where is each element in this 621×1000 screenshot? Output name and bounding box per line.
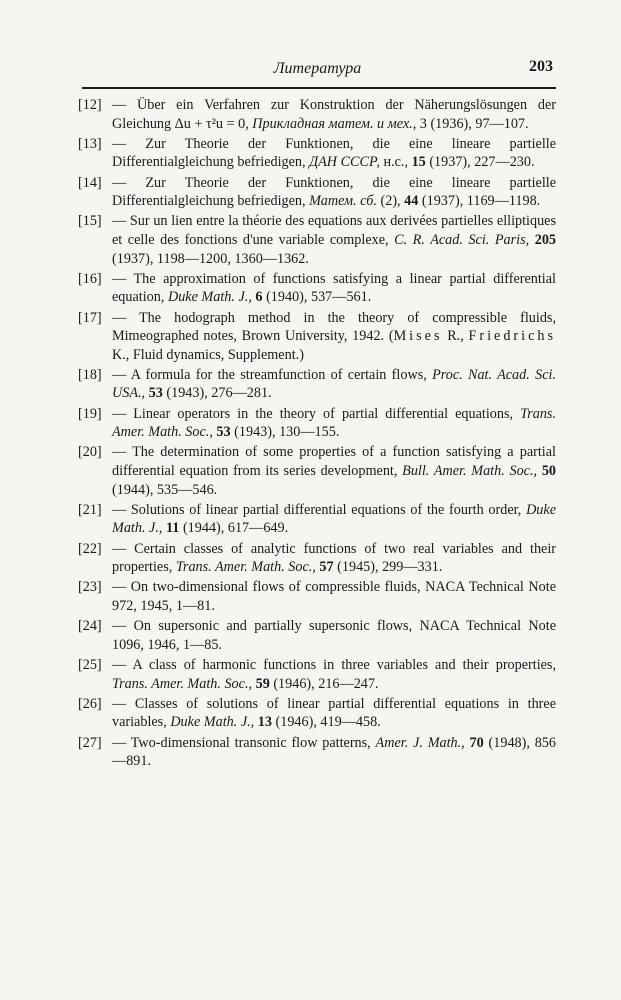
reference-text-segment: (1948), 856—891. — [112, 734, 556, 770]
reference-text — [112, 213, 556, 266]
reference-text-segment: 57 — [319, 559, 334, 576]
reference-text-segment: Proc. Nat. Acad. Sci. USA., — [112, 366, 556, 402]
reference-number: [19] — [78, 405, 102, 422]
reference-entry — [78, 695, 556, 732]
reference-number: [26] — [78, 695, 102, 712]
reference-text-segment: Trans. Amer. Math. Soc., — [175, 559, 316, 576]
reference-number: [13] — [78, 135, 102, 152]
page-header — [80, 56, 555, 86]
reference-text-segment: — The approximation of functions satisfying a linear partial differential equation, — [112, 270, 556, 306]
reference-text-segment: н.с., — [379, 154, 412, 171]
reference-text — [112, 502, 556, 537]
reference-number: [20] — [78, 444, 102, 461]
reference-text-segment: (1943), 276—281. — [162, 385, 272, 402]
reference-text-segment: Trans. Amer. Math. Soc., — [112, 405, 556, 441]
reference-number: [17] — [78, 309, 102, 326]
reference-text — [112, 310, 556, 363]
reference-text — [112, 367, 556, 402]
reference-number: [21] — [78, 501, 102, 518]
reference-text-segment: 70 — [469, 734, 484, 751]
reference-text-segment: 53 — [216, 424, 231, 441]
reference-entry — [78, 501, 556, 538]
reference-text — [112, 271, 556, 306]
reference-text-segment: (1944), 535—546. — [112, 481, 218, 498]
reference-text-segment: — Sur un lien entre la théorie des equations aux derivées partielles elliptiques et celle des fonctions d'une variable complexe, — [112, 213, 556, 248]
reference-text-segment: Bull. Amer. Math. Soc., — [402, 463, 538, 480]
reference-number: [23] — [78, 579, 102, 596]
reference-text-segment: (1937), 227—230. — [425, 154, 535, 171]
reference-text — [112, 618, 556, 653]
reference-entry — [78, 405, 556, 442]
reference-text-segment: 15 — [411, 154, 426, 171]
reference-text-segment: — On supersonic and partially supersonic flows, NACA Technical Note 1096, 1946, 1—85. — [112, 618, 556, 653]
reference-text-segment: (1937), 1198—1200, 1360—1362. — [112, 250, 309, 267]
reference-entry — [78, 212, 556, 268]
reference-number: [12] — [78, 97, 102, 113]
reference-text-segment: (1945), 299—331. — [333, 559, 443, 576]
reference-text-segment: Amer. J. Math., — [375, 734, 465, 751]
reference-text-segment: 205 — [534, 231, 557, 248]
reference-text-segment: 50 — [541, 463, 557, 480]
reference-text-segment: — A formula for the streamfunction of certain flows, — [112, 366, 433, 383]
reference-text-segment: — The determination of some properties of a function satisfying a partial differential equation from its series development, — [112, 444, 556, 480]
reference-text-segment: Duke Math. J., — [167, 289, 252, 306]
reference-text-segment: (1937), 1169—1198. — [418, 193, 541, 210]
reference-number: [27] — [78, 734, 102, 751]
reference-entry — [78, 734, 556, 771]
reference-text — [112, 175, 556, 210]
reference-text — [112, 541, 556, 576]
reference-text — [112, 406, 556, 441]
running-title: Литература — [273, 60, 362, 77]
reference-entry — [78, 366, 556, 403]
reference-text — [112, 735, 556, 770]
reference-text-segment: 11 — [165, 520, 180, 537]
reference-text-segment: — Classes of solutions of linear partial differential equations in three variables, — [112, 695, 556, 731]
reference-text-segment: — Zur Theorie der Funktionen, die eine lineare partielle Differentialgleichung befriedigen, — [112, 174, 556, 210]
reference-text-segment: — Linear operators in the theory of partial differential equations, — [112, 405, 521, 422]
reference-text — [112, 444, 556, 497]
reference-text-segment: — Solutions of linear partial differential equations of the fourth order, — [112, 501, 527, 518]
reference-text-segment: 6 — [255, 289, 263, 306]
reference-entry — [78, 135, 556, 172]
reference-text-segment: (1943), 130—155. — [230, 424, 340, 441]
reference-text-segment: (1940), 537—561. — [262, 289, 372, 306]
reference-text-segment: — Über ein Verfahren zur Konstruktion der Näherungslösungen der Gleichung Δu + τ²u = 0, — [112, 97, 556, 132]
reference-text-segment: 3 (1936), 97—107. — [416, 115, 529, 132]
reference-entry — [78, 309, 556, 365]
reference-text-segment: Прикладная матем. и мех., — [252, 115, 417, 132]
reference-text-segment: (1944), 617—649. — [179, 520, 289, 537]
reference-entry — [78, 443, 556, 499]
reference-text-segment: ДАН СССР, — [309, 154, 380, 171]
reference-number: [14] — [78, 174, 102, 191]
reference-number: [16] — [78, 270, 102, 287]
reference-text — [112, 696, 556, 731]
reference-list — [78, 96, 556, 772]
reference-text-segment: Матем. сб. — [309, 193, 377, 210]
reference-number: [18] — [78, 366, 102, 383]
reference-entry — [78, 656, 556, 693]
reference-entry — [78, 96, 556, 133]
header-rule — [82, 87, 556, 89]
reference-text-segment: — The hodograph method in the theory of compressible fluids, Mimeographed notes, Brown University, 1942. ( — [112, 309, 556, 345]
reference-number: [15] — [78, 213, 102, 230]
reference-text-segment: K., Fluid dynamics, Supplement.) — [112, 346, 304, 363]
page-number: 203 — [529, 58, 553, 75]
reference-text-segment: 13 — [257, 714, 272, 731]
reference-text — [112, 97, 556, 132]
reference-text-segment: Friedrichs — [468, 328, 556, 345]
reference-entry — [78, 540, 556, 577]
reference-text — [112, 657, 556, 692]
reference-text-segment: — Certain classes of analytic functions of two real variables and their properties, — [112, 540, 556, 576]
reference-text-segment: C. R. Acad. Sci. Paris, — [394, 231, 530, 248]
reference-text — [112, 136, 556, 171]
reference-entry — [78, 270, 556, 307]
reference-text-segment: — A class of harmonic functions in three variables and their properties, — [112, 656, 556, 673]
reference-text-segment: — Two-dimensional transonic flow patterns, — [112, 734, 376, 751]
reference-text-segment: 59 — [255, 675, 270, 692]
reference-text-segment: Duke Math. J., — [112, 501, 556, 537]
reference-text — [112, 579, 556, 614]
reference-entry — [78, 617, 556, 654]
reference-text-segment: Mises — [393, 328, 443, 345]
reference-text-segment: — On two-dimensional flows of compressible fluids, NACA Technical Note 972, 1945, 1—81. — [112, 579, 556, 614]
reference-entry — [78, 578, 556, 615]
reference-number: [24] — [78, 618, 102, 635]
reference-text-segment: 44 — [404, 193, 419, 210]
reference-text-segment: — Zur Theorie der Funktionen, die eine lineare partielle Differentialgleichung befriedigen, — [112, 135, 556, 171]
reference-text-segment: (1946), 419—458. — [271, 714, 381, 731]
reference-text-segment: R., — [442, 328, 469, 345]
reference-number: [22] — [78, 540, 102, 557]
reference-text-segment: Trans. Amer. Math. Soc., — [112, 675, 253, 692]
reference-text-segment: 53 — [148, 385, 163, 402]
reference-text-segment: Duke Math. J., — [170, 714, 255, 731]
reference-number: [25] — [78, 656, 102, 673]
reference-text-segment: (2), — [376, 193, 405, 210]
reference-entry — [78, 174, 556, 211]
reference-text-segment: (1946), 216—247. — [269, 675, 379, 692]
